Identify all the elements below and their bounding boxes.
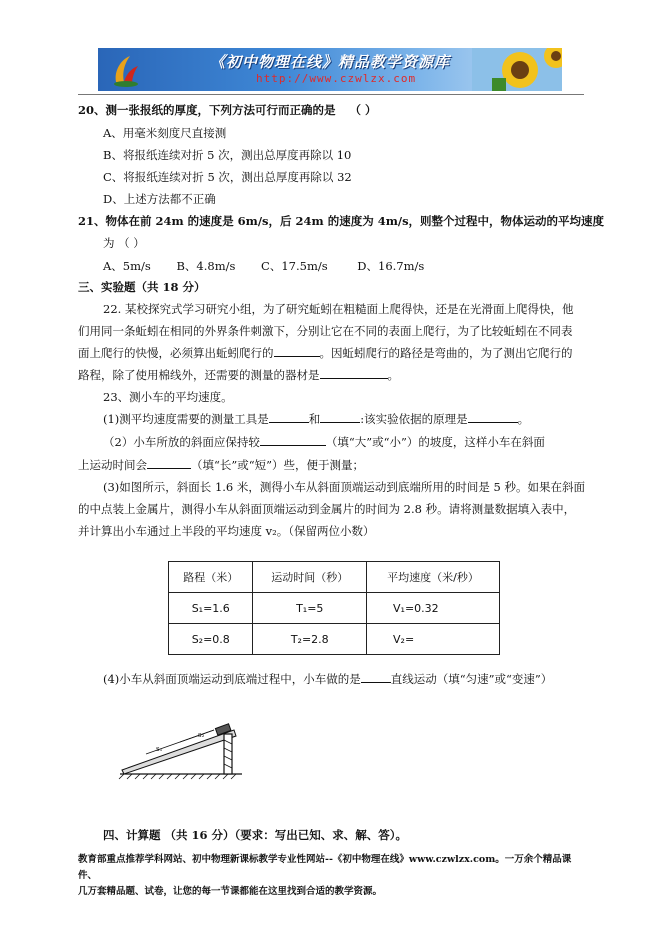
incline-figure — [116, 708, 246, 780]
q20-option-c: C、将报纸连续对折 5 次，测出总厚度再除以 32 — [103, 170, 352, 184]
header-rule — [78, 94, 584, 95]
q21-stem-line1: 21、物体在前 24m 的速度是 6m/s，后 24m 的速度为 4m/s，则整个过程中，物体运动的平均速度 — [78, 214, 605, 228]
footer-line2: 几万套精品题、试卷，让您的每一节课都能在这里找到合适的教学资源。 — [78, 886, 383, 897]
q21-option-a: A、5m/s — [103, 259, 151, 273]
q23-blank-slope[interactable] — [260, 434, 326, 446]
sunflower-icon — [472, 48, 562, 91]
q21-options — [103, 258, 424, 274]
q23-blank-motion[interactable] — [361, 671, 391, 683]
table-cell: T₂=2.8 — [253, 624, 367, 655]
table-cell[interactable]: V₂= — [367, 624, 500, 655]
q22-line4: 路程，除了使用棉线外，还需要的测量的器材是 。 — [78, 368, 399, 382]
table-header-speed: 平均速度（米/秒） — [367, 562, 500, 593]
header-banner — [98, 48, 562, 91]
table-cell: V₁=0.32 — [367, 593, 500, 624]
q23-part4: (4)小车从斜面顶端运动到底端过程中，小车做的是 直线运动（填“匀速”或“变速”） — [103, 672, 553, 686]
section-3-heading: 三、实验题（共 18 分） — [78, 280, 206, 294]
figure-label-s2: s₂ — [198, 731, 205, 739]
q22-line1: 22. 某校探究式学习研究小组，为了研究蚯蚓在粗糙面上爬得快，还是在光滑面上爬得快，他 — [103, 302, 574, 316]
figure-label-s1: s₁ — [156, 745, 163, 753]
q21-option-b: B、4.8m/s — [176, 259, 236, 273]
q22-blank-2[interactable] — [320, 367, 388, 379]
table-cell: T₁=5 — [253, 593, 367, 624]
table-header-distance: 路程（米） — [169, 562, 253, 593]
table-cell: S₂=0.8 — [169, 624, 253, 655]
q23-part2-line2: 上运动时间会 （填“长”或“短”）些，便于测量； — [78, 458, 365, 472]
q20-option-d: D、上述方法都不正确 — [103, 192, 216, 206]
q20-stem: 20、测一张报纸的厚度，下列方法可行而正确的是 （ ） — [78, 103, 377, 117]
table-cell: S₁=1.6 — [169, 593, 253, 624]
site-logo-icon — [110, 52, 142, 88]
banner-url: http://www.czwlzx.com — [256, 72, 417, 85]
q23-blank-tool-1[interactable] — [269, 411, 309, 423]
q22-line3: 面上爬行的快慢，必须算出蚯蚓爬行的 。因蚯蚓爬行的路径是弯曲的，为了测出它爬行的 — [78, 346, 573, 360]
q21-option-c: C、17.5m/s — [261, 259, 328, 273]
banner-title: 《初中物理在线》精品教学资源库 — [210, 53, 451, 71]
q23-part2-line1: （2）小车所放的斜面应保持较 （填“大”或“小”）的坡度，这样小车在斜面 — [103, 435, 545, 449]
measurement-table — [168, 561, 500, 655]
q23-title: 23、测小车的平均速度。 — [103, 390, 233, 404]
q23-part3-line2: 的中点装上金属片，测得小车从斜面顶端运动到金属片的时间为 2.8 秒。请将测量数据填入表中， — [78, 502, 576, 516]
q23-part3-line1: (3)如图所示，斜面长 1.6 米，测得小车从斜面顶端运动到底端所用的时间是 5 秒。如果在斜面 — [103, 480, 586, 494]
q23-part1: (1)测平均速度需要的测量工具是 和 :该实验依据的原理是 。 — [103, 412, 530, 426]
q22-blank-1[interactable] — [274, 345, 320, 357]
q23-blank-time[interactable] — [147, 457, 191, 469]
q22-line2: 们用同一条蚯蚓在相同的外界条件刺激下，分别让它在不同的表面上爬行，为了比较蚯蚓在不同表 — [78, 324, 573, 338]
q23-blank-tool-2[interactable] — [320, 411, 360, 423]
q20-option-a: A、用毫米刻度尺直接测 — [103, 126, 227, 140]
q23-blank-principle[interactable] — [468, 411, 518, 423]
q20-option-b: B、将报纸连续对折 5 次，测出总厚度再除以 10 — [103, 148, 352, 162]
section-4-heading: 四、计算题 （共 16 分）（要求：写出已知、求、解、答）。 — [103, 828, 408, 842]
footer-line1: 教育部重点推荐学科网站、初中物理新课标教学专业性网站--《初中物理在线》www.czwlzx.com。一万余个精品课件、 — [78, 854, 572, 881]
footer — [78, 852, 588, 900]
q23-part3-line3: 并计算出小车通过上半段的平均速度 v₂。（保留两位小数） — [78, 524, 375, 538]
table-row — [169, 593, 500, 624]
q21-option-d: D、16.7m/s — [357, 259, 425, 273]
q21-stem-line2: 为 （ ） — [103, 236, 145, 250]
table-header-time: 运动时间（秒） — [253, 562, 367, 593]
table-row — [169, 624, 500, 655]
table-header-row — [169, 562, 500, 593]
